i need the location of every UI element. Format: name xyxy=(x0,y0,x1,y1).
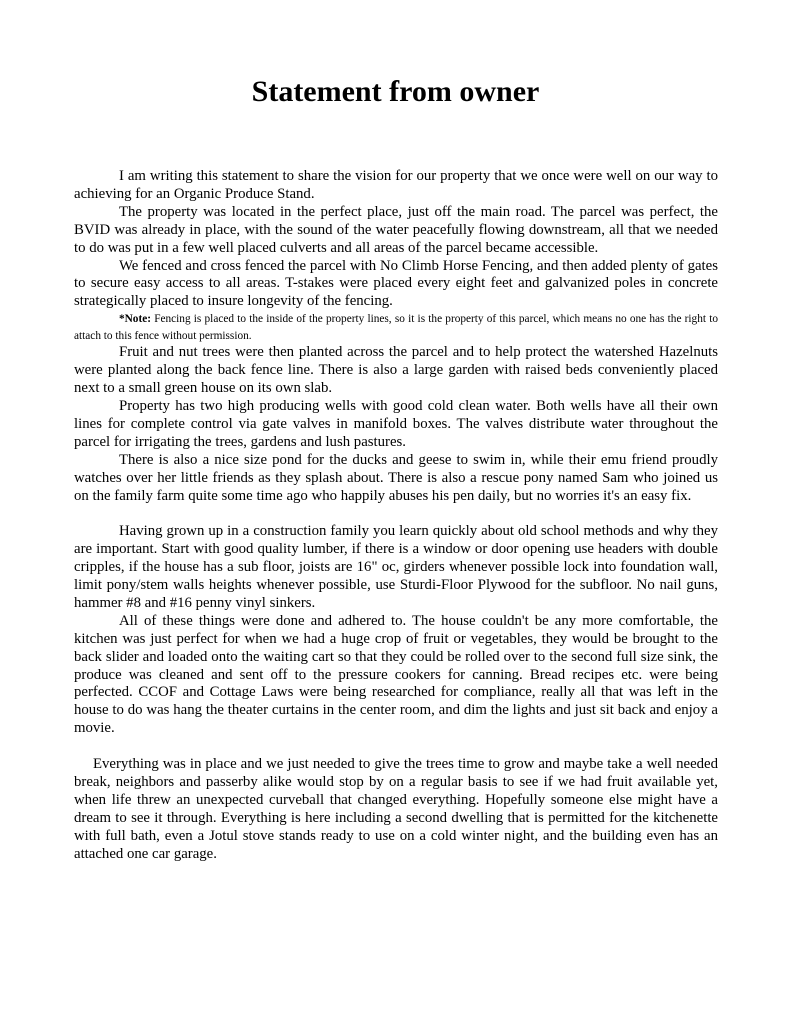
paragraph-location: The property was located in the perfect place, just off the main road. The parcel was perfect, the BVID was already in place, with the sound of the water peacefully flowing downstream, all that we needed to do was put in a few well placed culverts and all areas of the parcel became accessible. xyxy=(74,203,718,256)
note-text: Fencing is placed to the inside of the property lines, so it is the property of this parcel, which means no one has the right to attach to this fence without permission. xyxy=(74,313,718,342)
paragraph-house: All of these things were done and adhered to. The house couldn't be any more comfortable, the kitchen was just perfect for when we had a huge crop of fruit or vegetables, they would be brought to the back slider and loaded onto the waiting cart so that they could be rolled over to the second full size sink, the produce was cleaned and sent off to the pressure cookers for canning. Bread recipes etc. were being perfected. CCOF and Cottage Laws were being researched for compliance, really all that was left in the house to do was hang the theater curtains in the center room, and dim the lights and just sit back and enjoy a movie. xyxy=(74,612,718,737)
statement-body xyxy=(74,168,718,864)
paragraph-wells: Property has two high producing wells with good cold clean water. Both wells have all their own lines for complete control via gate valves in manifold boxes. The valves distribute water throughout the parcel for irrigating the trees, gardens and lush pastures. xyxy=(74,397,718,450)
paragraph-closing: Everything was in place and we just needed to give the trees time to grow and maybe take a well needed break, neighbors and passerby alike would stop by on a regular basis to see if we had fruit available yet, when life threw an unexpected curveball that changed everything. Hopefully someone else might have a dream to see it through. Everything is here including a second dwelling that is permitted for the kitchenette with full bath, even a Jotul stove stands ready to use on a cold winter night, and the building even has an attached one car garage. xyxy=(74,756,718,862)
paragraph-gap xyxy=(74,505,718,523)
paragraph-construction: Having grown up in a construction family you learn quickly about old school methods and why they are important. Start with good quality lumber, if there is a window or door opening use headers with double cripples, if the house has a sub floor, joists are 16" oc, girders whenever possible lock into foundation wall, limit pony/stem walls heights whenever possible, use Sturdi-Floor Plywood for the subfloor. No nail guns, hammer #8 and #16 penny vinyl sinkers. xyxy=(74,523,718,611)
note-label: *Note: xyxy=(119,313,151,326)
fencing-note xyxy=(74,311,718,344)
paragraph-pond: There is also a nice size pond for the ducks and geese to swim in, while their emu friend proudly watches over her little friends as they splash about. There is also a rescue pony named Sam who joined us on the family farm quite some time ago who happily abuses his pen daily, but no worries it's an easy fix. xyxy=(74,451,718,504)
page-title: Statement from owner xyxy=(251,75,540,108)
paragraph-fencing: We fenced and cross fenced the parcel with No Climb Horse Fencing, and then added plenty of gates to secure easy access to all areas. T-stakes were placed every eight feet and galvanized poles in concrete strategically placed to insure longevity of the fencing. xyxy=(74,257,718,310)
paragraph-gap xyxy=(74,738,718,756)
paragraph-trees: Fruit and nut trees were then planted across the parcel and to help protect the watershed Hazelnuts were planted along the back fence line. There is also a large garden with raised beds conveniently placed next to a small green house on its own slab. xyxy=(74,344,718,397)
paragraph-intro: I am writing this statement to share the vision for our property that we once were well on our way to achieving for an Organic Produce Stand. xyxy=(74,168,718,202)
